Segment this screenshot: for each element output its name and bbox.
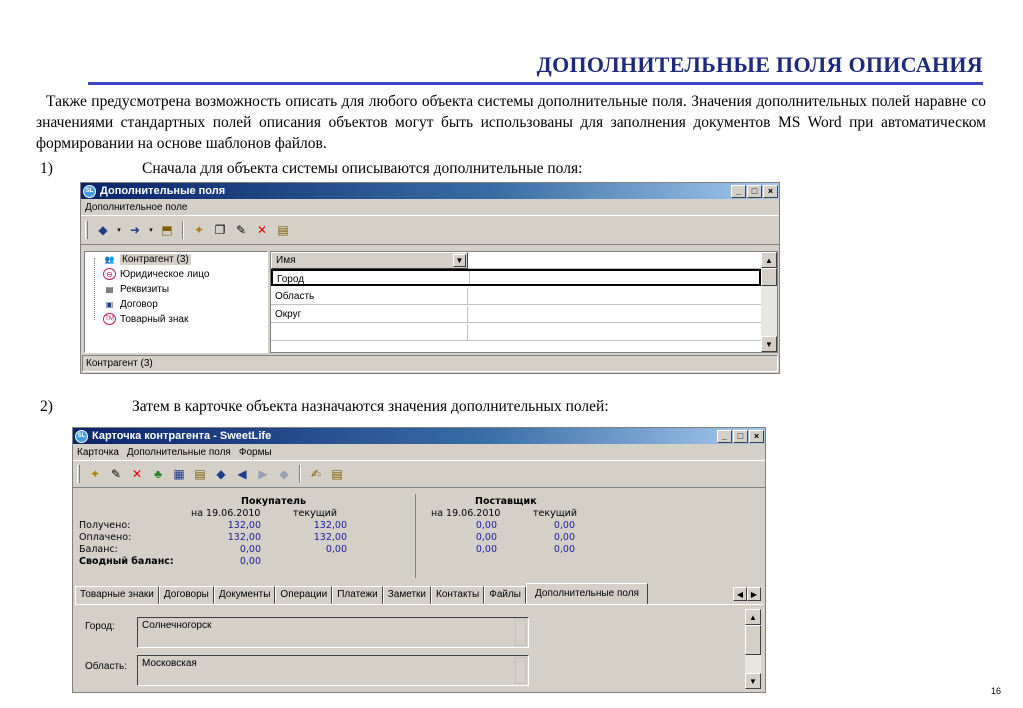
supplier-balance-date: 0,00: [475, 544, 497, 555]
grid-row-selected[interactable]: [271, 269, 761, 286]
supplier-balance-current: 0,00: [553, 544, 575, 555]
app-logo-icon: SL: [75, 430, 88, 443]
extra-fields-panel: [75, 604, 763, 690]
buyer-header: Покупатель: [241, 496, 307, 507]
tree-item-label: Контрагент (3): [122, 253, 189, 265]
step-1-text: Сначала для объекта системы описываются дополнительные поля:: [142, 160, 583, 177]
grid-cell: [271, 324, 468, 340]
delete-icon[interactable]: ✕: [256, 223, 268, 237]
close-button[interactable]: ×: [763, 185, 778, 198]
report-icon[interactable]: ▦: [173, 467, 185, 481]
page-number: 16: [990, 686, 1001, 696]
back-dropdown-icon[interactable]: ▾: [117, 227, 121, 234]
new-item-icon[interactable]: ✦: [193, 223, 205, 237]
tab-files[interactable]: Файлы: [484, 586, 526, 604]
buyer-date-label: на 19.06.2010: [191, 508, 261, 519]
tree-item-legal-entity[interactable]: [103, 267, 209, 281]
tab-contracts[interactable]: Договоры: [159, 586, 214, 604]
forward-arrow-icon[interactable]: ➜: [129, 223, 141, 237]
tab-scroll-right-button[interactable]: ▶: [747, 587, 761, 601]
scroll-down-button[interactable]: ▼: [761, 336, 777, 352]
column-header-name[interactable]: [271, 252, 468, 269]
summary-divider: [415, 494, 416, 578]
buyer-balance-current: 0,00: [325, 544, 347, 555]
menu-bar: [73, 444, 765, 460]
legal-entity-icon: ⊖: [103, 268, 116, 280]
tree-connector: [94, 258, 95, 320]
menu-extra-fields[interactable]: Дополнительные поля: [126, 446, 231, 458]
supplier-date-label: на 19.06.2010: [431, 508, 501, 519]
grid-header: [271, 252, 761, 269]
first-record-icon[interactable]: ◆: [216, 467, 226, 481]
step-2-number: 2): [40, 398, 53, 415]
tree-item-label: Товарный знак: [120, 313, 189, 325]
tab-extra-fields[interactable]: Дополнительные поля: [526, 583, 648, 604]
object-tree: [84, 251, 268, 353]
field-label-region: Область:: [85, 661, 128, 672]
people-icon: 👥: [104, 254, 115, 264]
back-arrow-icon[interactable]: ◆: [98, 223, 108, 237]
city-field[interactable]: [137, 617, 529, 648]
forward-dropdown-icon[interactable]: ▾: [149, 227, 153, 234]
buyer-paid-current: 132,00: [313, 532, 347, 543]
window-title: Карточка контрагента - SweetLife: [92, 430, 272, 442]
counterparty-card-window: [72, 427, 766, 693]
close-button[interactable]: ×: [749, 430, 764, 443]
supplier-received-date: 0,00: [475, 520, 497, 531]
grid-cell: Область: [271, 288, 468, 304]
buyer-received-date: 132,00: [227, 520, 261, 531]
write-icon[interactable]: ✍: [310, 467, 322, 481]
tree-item-counterparty[interactable]: [103, 252, 191, 266]
panel-vertical-scrollbar[interactable]: [745, 609, 761, 689]
menu-forms[interactable]: Формы: [238, 446, 272, 458]
requisites-icon: ▤: [105, 284, 114, 294]
slide-title: ДОПОЛНИТЕЛЬНЫЕ ПОЛЯ ОПИСАНИЯ: [536, 52, 983, 77]
fields-grid: [270, 251, 778, 353]
contract-icon: ▣: [105, 299, 114, 309]
minimize-button[interactable]: _: [731, 185, 746, 198]
tab-strip: [75, 586, 648, 604]
field-label-city: Город:: [85, 621, 115, 632]
row-label-balance: Баланс:: [79, 544, 118, 555]
tab-operations[interactable]: Операции: [275, 586, 332, 604]
region-field-value: Московская: [142, 658, 197, 669]
delete-icon[interactable]: ✕: [131, 467, 143, 481]
balance-summary: [75, 494, 761, 584]
minimize-button[interactable]: _: [717, 430, 732, 443]
total-balance-value: 0,00: [239, 556, 261, 567]
tree-item-requisites[interactable]: [103, 282, 169, 296]
toolbar-separator: [299, 465, 301, 483]
row-label-paid: Оплачено:: [79, 532, 132, 543]
supplier-header: Поставщик: [475, 496, 537, 507]
toolbar: [73, 460, 765, 488]
tab-documents[interactable]: Документы: [214, 586, 276, 604]
tab-notes[interactable]: Заметки: [383, 586, 431, 604]
scroll-up-button[interactable]: ▲: [761, 252, 777, 268]
print-icon[interactable]: ▤: [331, 467, 343, 481]
supplier-current-label: текущий: [533, 508, 578, 519]
city-field-scroll[interactable]: [515, 619, 526, 646]
menu-bar: [81, 199, 779, 215]
copy-icon[interactable]: ❐: [214, 223, 226, 237]
column-header-label: Имя: [276, 255, 296, 266]
row-label-received: Получено:: [79, 520, 131, 531]
maximize-button[interactable]: □: [733, 430, 748, 443]
grid-cell: Округ: [271, 306, 468, 322]
scroll-up-button[interactable]: ▲: [745, 609, 761, 625]
tree-icon[interactable]: ♣: [154, 467, 162, 481]
tree-item-label: Юридическое лицо: [120, 268, 210, 280]
step-2-text: Затем в карточке объекта назначаются значения дополнительных полей:: [132, 398, 609, 415]
tree-item-contract[interactable]: [103, 297, 158, 311]
previous-record-icon[interactable]: ◀: [237, 467, 247, 481]
up-folder-icon[interactable]: ⬒: [161, 223, 173, 237]
toolbar: [81, 215, 779, 245]
vertical-scrollbar[interactable]: [761, 252, 777, 352]
edit-icon[interactable]: ✎: [110, 467, 122, 481]
grid-row[interactable]: [271, 306, 761, 323]
scroll-thumb[interactable]: [745, 625, 761, 655]
maximize-button[interactable]: □: [747, 185, 762, 198]
window-titlebar: [81, 183, 779, 199]
window-title: Дополнительные поля: [100, 185, 226, 197]
toolbar-grip[interactable]: [85, 221, 88, 239]
supplier-paid-date: 0,00: [475, 532, 497, 543]
region-field[interactable]: [137, 655, 529, 686]
tree-item-trademark[interactable]: [103, 312, 188, 326]
properties-icon[interactable]: ▤: [194, 467, 206, 481]
title-underline: [88, 82, 983, 85]
supplier-received-current: 0,00: [553, 520, 575, 531]
next-record-icon[interactable]: ▶: [258, 467, 268, 481]
grid-cell: Город: [273, 271, 470, 284]
menu-card[interactable]: Карточка: [77, 446, 119, 458]
tab-payments[interactable]: Платежи: [332, 586, 383, 604]
intro-paragraph: [36, 91, 986, 154]
extra-fields-window: [80, 182, 780, 374]
column-dropdown-button[interactable]: ▼: [453, 254, 466, 267]
toolbar-grip[interactable]: [77, 465, 80, 483]
menu-extra-field[interactable]: Дополнительное поле: [85, 201, 188, 213]
buyer-current-label: текущий: [293, 508, 338, 519]
toolbar-separator: [182, 221, 184, 239]
tab-scroll-arrows: [733, 587, 761, 601]
city-field-value: Солнечногорск: [142, 620, 212, 631]
buyer-balance-date: 0,00: [239, 544, 261, 555]
trademark-icon: TM: [103, 313, 116, 325]
scroll-down-button[interactable]: ▼: [745, 673, 761, 689]
new-item-icon[interactable]: ✦: [89, 467, 101, 481]
intro-text: Также предусмотрена возможность описать для любого объекта системы дополнительные поля. Значения дополнительных полей наравне со значениями стандартных полей описания объектов могут быть использованы для заполнения документов MS Word при автоматическом формировании на основе шаблонов файлов.: [36, 93, 986, 152]
tree-item-label: Договор: [120, 298, 158, 310]
tab-trademarks[interactable]: Товарные знаки: [75, 586, 159, 604]
region-field-scroll[interactable]: [515, 657, 526, 684]
buyer-paid-date: 132,00: [227, 532, 261, 543]
window-titlebar: [73, 428, 765, 444]
edit-icon[interactable]: ✎: [235, 223, 247, 237]
step-1-number: 1): [40, 160, 53, 177]
tab-scroll-left-button[interactable]: ◀: [733, 587, 747, 601]
buyer-received-current: 132,00: [313, 520, 347, 531]
last-record-icon[interactable]: ◆: [279, 467, 289, 481]
tree-item-label: Реквизиты: [120, 283, 170, 295]
status-bar: Контрагент (3): [82, 355, 778, 372]
scroll-thumb[interactable]: [761, 268, 777, 286]
tab-contacts[interactable]: Контакты: [431, 586, 484, 604]
properties-icon[interactable]: ▤: [277, 223, 289, 237]
grid-row[interactable]: [271, 288, 761, 305]
supplier-paid-current: 0,00: [553, 532, 575, 543]
grid-row[interactable]: [271, 324, 761, 341]
total-balance-label: Сводный баланс:: [79, 556, 174, 567]
app-logo-icon: SL: [83, 185, 96, 198]
